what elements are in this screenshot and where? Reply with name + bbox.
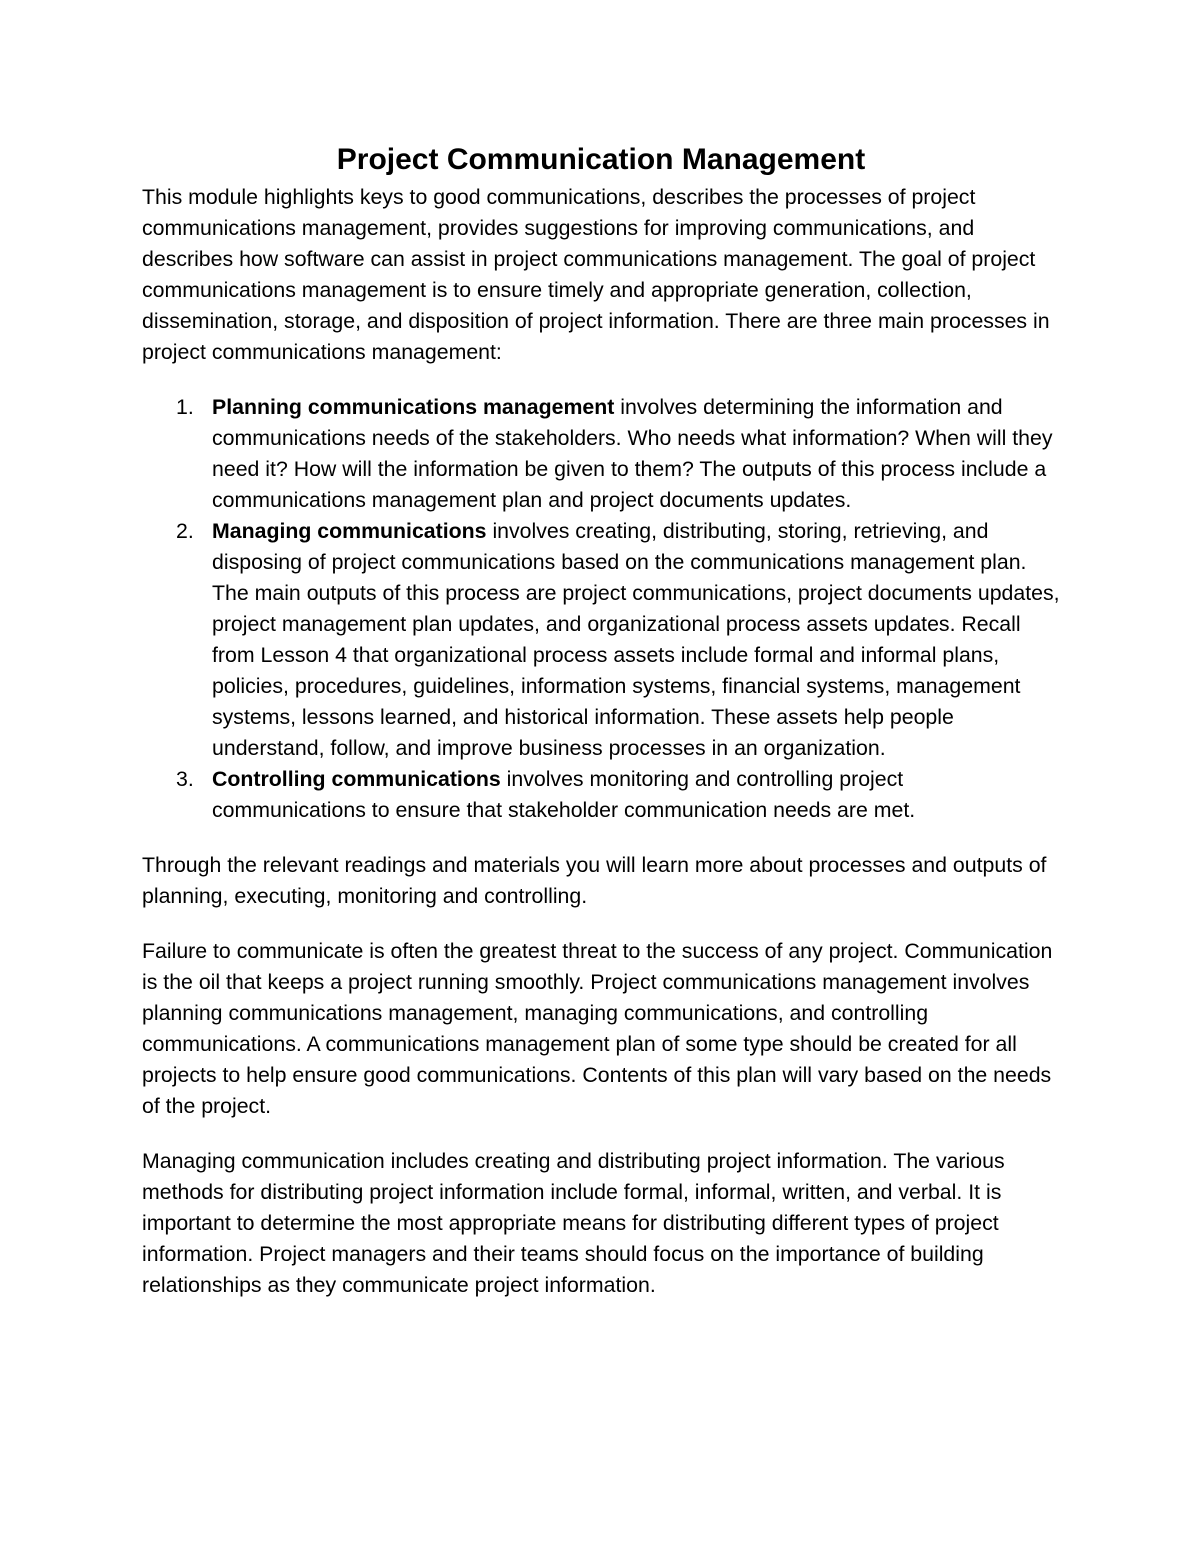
process-term: Managing communications — [212, 519, 487, 543]
list-item — [142, 764, 1060, 826]
list-item — [142, 516, 1060, 764]
managing-paragraph: Managing communication includes creating and distributing project information. The various methods for distributing project information include formal, informal, written, and verbal. It is important to determine the most appropriate means for distributing different types of project information. Project managers and their teams should focus on the importance of building relationships as they communicate project information. — [142, 1149, 1005, 1297]
readings-paragraph: Through the relevant readings and materials you will learn more about processes and outputs of planning, executing, monitoring and controlling. — [142, 853, 1047, 908]
document-page — [142, 140, 1060, 1301]
process-description: involves monitoring and controlling project communications to ensure that stakeholder communication needs are met. — [212, 767, 916, 822]
intro-paragraph: This module highlights keys to good communications, describes the processes of project communications management, provides suggestions for improving communications, and describes how software can assist in project communications management. The goal of project communications management is to ensure timely and appropriate generation, collection, dissemination, storage, and disposition of project information. There are three main processes in project communications management: — [142, 185, 1050, 364]
list-item — [142, 392, 1060, 516]
process-list — [142, 392, 1060, 826]
process-term: Planning communications management — [212, 395, 615, 419]
process-term: Controlling communications — [212, 767, 501, 791]
failure-paragraph: Failure to communicate is often the greatest threat to the success of any project. Communication is the oil that keeps a project running smoothly. Project communications management involves planning communications management, managing communications, and controlling communications. A communications management plan of some type should be created for all projects to help ensure good communications. Contents of this plan will vary based on the needs of the project. — [142, 939, 1053, 1118]
list-number: 3. — [176, 767, 194, 791]
list-number: 2. — [176, 519, 194, 543]
process-description: involves creating, distributing, storing, retrieving, and disposing of project communications based on the communications management plan. The main outputs of this process are project communications, project documents updates, project management plan updates, and organizational process assets updates. Recall from Lesson 4 that organizational process assets include formal and informal plans, policies, procedures, guidelines, information systems, financial systems, management systems, lessons learned, and historical information. These assets help people understand, follow, and improve business processes in an organization. — [212, 519, 1060, 760]
process-description: involves determining the information and communications needs of the stakeholders. Who needs what information? When will they need it? How will the information be given to them? The outputs of this process include a communications management plan and project documents updates. — [212, 395, 1053, 512]
document-title: Project Communication Management — [336, 143, 866, 176]
list-number: 1. — [176, 395, 194, 419]
